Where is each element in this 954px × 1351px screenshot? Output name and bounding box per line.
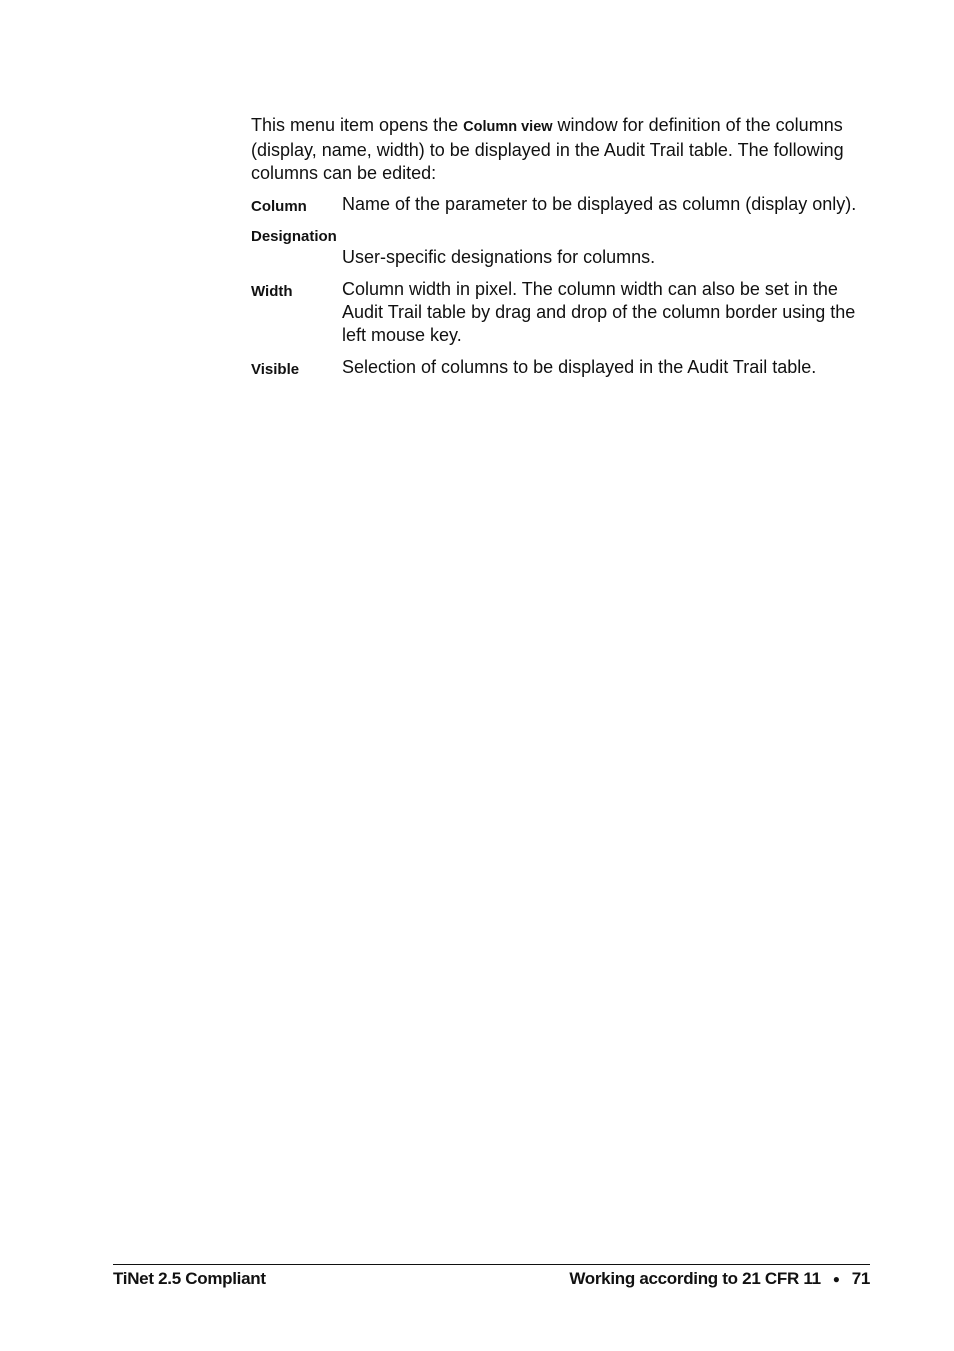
- definition-term: Width: [251, 283, 293, 300]
- main-content: [251, 114, 863, 390]
- intro-text-after: window for definition of the columns (display, name, width) to be displayed in the Audit Trail table. The following columns can be edited:: [251, 115, 844, 183]
- definition-visible: [251, 356, 863, 381]
- definition-term: Designation: [251, 228, 337, 245]
- definition-term: Column: [251, 198, 307, 215]
- footer-product-name: TiNet 2.5 Compliant: [113, 1269, 266, 1288]
- definition-column: [251, 193, 863, 218]
- definition-description: Name of the parameter to be displayed as column (display only).: [342, 194, 857, 214]
- definition-designation: [251, 227, 863, 269]
- definition-description: Selection of columns to be displayed in the Audit Trail table.: [342, 357, 817, 377]
- bullet-separator-icon: ●: [832, 1272, 840, 1286]
- column-view-term: Column view: [463, 119, 553, 135]
- definition-description: Column width in pixel. The column width can also be set in the Audit Trail table by drag and drop of the column border using the left mouse key.: [342, 279, 856, 345]
- page-footer: [113, 1264, 870, 1289]
- definition-description: User-specific designations for columns.: [342, 247, 656, 267]
- footer-right: [569, 1269, 870, 1289]
- intro-paragraph: [251, 114, 863, 185]
- footer-chapter-title: Working according to 21 CFR 11: [569, 1269, 821, 1288]
- intro-text-before: This menu item opens the: [251, 115, 464, 135]
- definition-width: [251, 278, 863, 347]
- definition-term: Visible: [251, 361, 300, 378]
- page-number: 71: [851, 1269, 870, 1288]
